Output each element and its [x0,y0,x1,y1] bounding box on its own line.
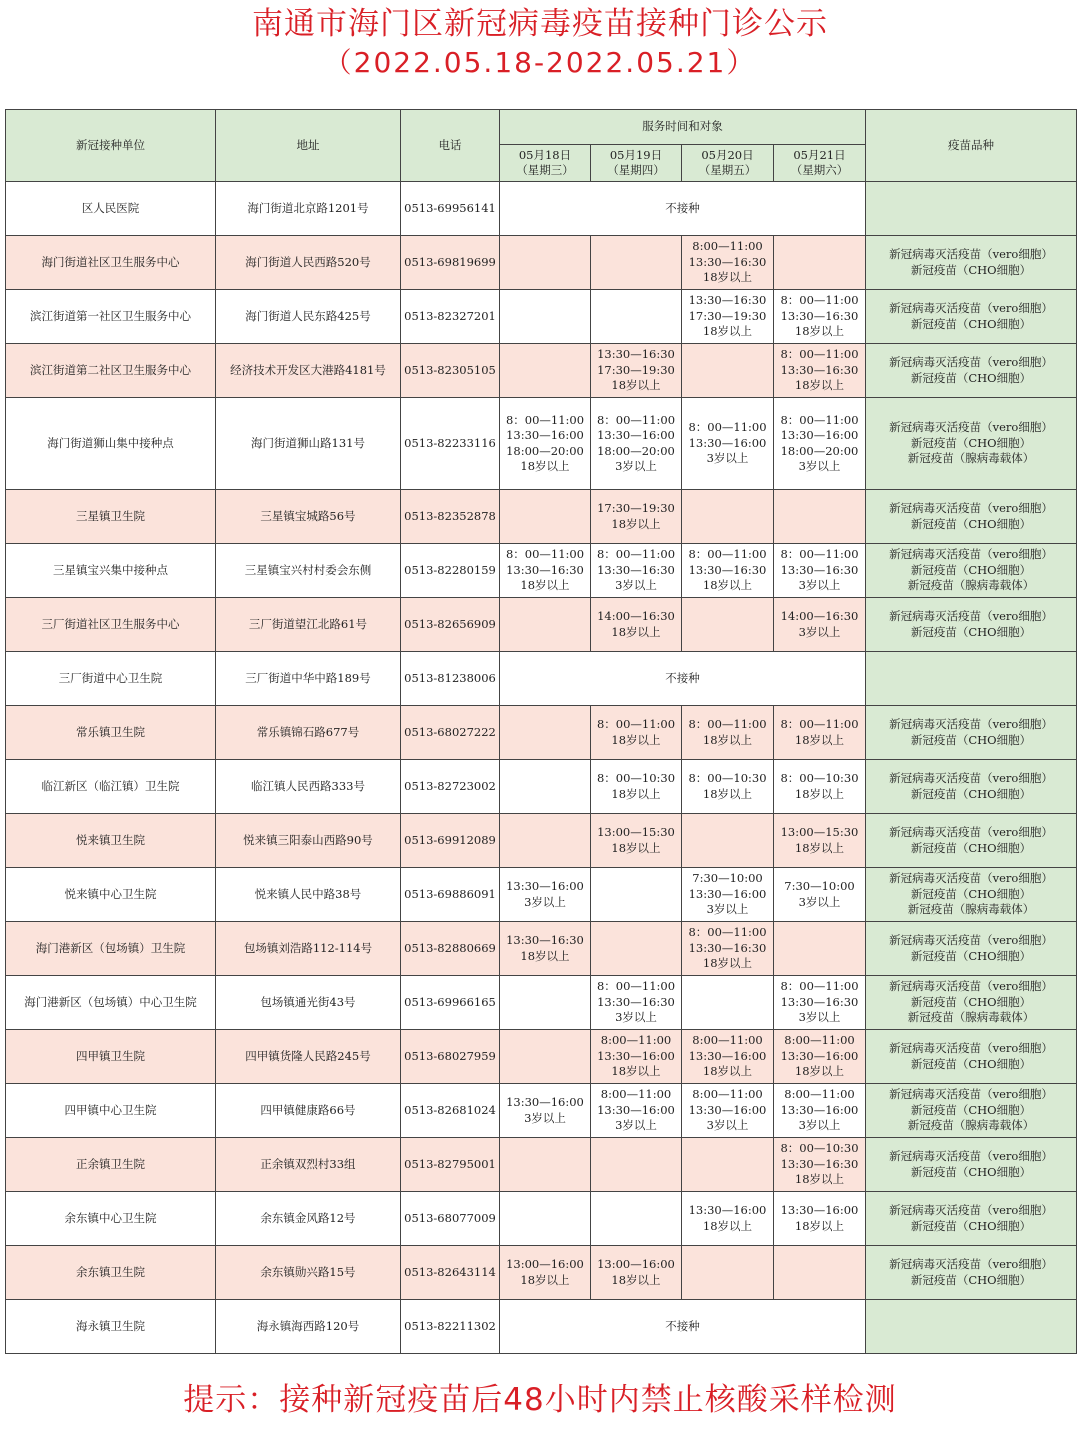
header-phone: 电话 [401,110,500,182]
no-vaccination-cell: 不接种 [500,182,866,236]
service-time-cell [500,1192,591,1246]
unit-name-cell: 海永镇卫生院 [6,1300,216,1354]
service-time-cell [774,922,866,976]
service-time-cell [774,490,866,544]
service-time-cell: 13:30—16:00 18岁以上 [774,1192,866,1246]
vaccine-type-cell [866,182,1077,236]
address-cell: 三星镇宝城路56号 [216,490,401,544]
phone-cell: 0513-82681024 [401,1084,500,1138]
unit-name-cell: 区人民医院 [6,182,216,236]
service-time-cell [682,344,774,398]
service-time-cell [500,236,591,290]
service-time-cell: 13:30—16:00 3岁以上 [500,868,591,922]
address-cell: 三厂街道望江北路61号 [216,598,401,652]
phone-cell: 0513-82327201 [401,290,500,344]
phone-cell: 0513-68077009 [401,1192,500,1246]
address-cell: 包场镇刘浩路112-114号 [216,922,401,976]
date-range: （2022.05.18-2022.05.21） [323,46,757,79]
unit-name-cell: 常乐镇卫生院 [6,706,216,760]
service-time-cell: 13:00—16:00 18岁以上 [500,1246,591,1300]
service-time-cell [591,922,682,976]
header-day-3: 05月20日 （星期五） [682,145,774,182]
table-row [6,706,1077,760]
vaccine-type-cell: 新冠病毒灭活疫苗（vero细胞） 新冠疫苗（CHO细胞） [866,290,1077,344]
address-cell: 临江镇人民西路333号 [216,760,401,814]
phone-cell: 0513-69912089 [401,814,500,868]
service-time-cell [682,598,774,652]
phone-cell: 0513-68027222 [401,706,500,760]
phone-cell: 0513-69819699 [401,236,500,290]
header-address: 地址 [216,110,401,182]
service-time-cell: 8:00—11:00 13:30—16:30 18岁以上 [682,236,774,290]
vaccine-type-cell: 新冠病毒灭活疫苗（vero细胞） 新冠疫苗（CHO细胞） [866,344,1077,398]
service-time-cell: 13:30—16:30 17:30—19:30 18岁以上 [682,290,774,344]
address-cell: 正余镇双烈村33组 [216,1138,401,1192]
vaccine-type-cell: 新冠病毒灭活疫苗（vero细胞） 新冠疫苗（CHO细胞） 新冠疫苗（腺病毒载体） [866,398,1077,490]
table-row [6,490,1077,544]
service-time-cell: 8:00—11:00 13:30—16:00 18岁以上 [774,1030,866,1084]
table-row [6,1246,1077,1300]
phone-cell: 0513-81238006 [401,652,500,706]
service-time-cell [682,814,774,868]
unit-name-cell: 三厂街道中心卫生院 [6,652,216,706]
service-time-cell: 8：00—11:00 13:30—16:30 3岁以上 [774,976,866,1030]
service-time-cell: 14:00—16:30 18岁以上 [591,598,682,652]
address-cell: 海门街道人民西路520号 [216,236,401,290]
table-row [6,1084,1077,1138]
vaccine-type-cell: 新冠病毒灭活疫苗（vero细胞） 新冠疫苗（CHO细胞） [866,236,1077,290]
table-row [6,1030,1077,1084]
address-cell: 悦来镇三阳泰山西路90号 [216,814,401,868]
service-time-cell: 13:30—16:30 18岁以上 [500,922,591,976]
service-time-cell: 8：00—10:30 13:30—16:30 18岁以上 [774,1138,866,1192]
header-unit: 新冠接种单位 [6,110,216,182]
address-cell: 经济技术开发区大港路4181号 [216,344,401,398]
table-row [6,398,1077,490]
unit-name-cell: 海门港新区（包场镇）中心卫生院 [6,976,216,1030]
vaccine-type-cell: 新冠病毒灭活疫苗（vero细胞） 新冠疫苗（CHO细胞） [866,922,1077,976]
vaccine-type-cell: 新冠病毒灭活疫苗（vero细胞） 新冠疫苗（CHO细胞） 新冠疫苗（腺病毒载体） [866,976,1077,1030]
service-time-cell: 13:00—15:30 18岁以上 [591,814,682,868]
unit-name-cell: 三星镇卫生院 [6,490,216,544]
phone-cell: 0513-82880669 [401,922,500,976]
unit-name-cell: 悦来镇卫生院 [6,814,216,868]
phone-cell: 0513-82795001 [401,1138,500,1192]
address-cell: 悦来镇人民中路38号 [216,868,401,922]
vaccine-type-cell: 新冠病毒灭活疫苗（vero细胞） 新冠疫苗（CHO细胞） [866,760,1077,814]
table-row [6,344,1077,398]
vaccine-type-cell: 新冠病毒灭活疫苗（vero细胞） 新冠疫苗（CHO细胞） [866,1138,1077,1192]
unit-name-cell: 海门街道狮山集中接种点 [6,398,216,490]
service-time-cell [500,1138,591,1192]
unit-name-cell: 海门街道社区卫生服务中心 [6,236,216,290]
phone-cell: 0513-82280159 [401,544,500,598]
phone-cell: 0513-82643114 [401,1246,500,1300]
table-row [6,814,1077,868]
table-row [6,182,1077,236]
phone-cell: 0513-82305105 [401,344,500,398]
unit-name-cell: 余东镇中心卫生院 [6,1192,216,1246]
phone-cell: 0513-68027959 [401,1030,500,1084]
header-service: 服务时间和对象 [500,110,866,145]
service-time-cell [500,344,591,398]
table-row [6,1192,1077,1246]
address-cell: 四甲镇健康路66号 [216,1084,401,1138]
vaccine-type-cell: 新冠病毒灭活疫苗（vero细胞） 新冠疫苗（CHO细胞） [866,706,1077,760]
service-time-cell [591,1192,682,1246]
phone-cell: 0513-82656909 [401,598,500,652]
service-time-cell: 8:00—11:00 13:30—16:00 3岁以上 [774,1084,866,1138]
service-time-cell: 8：00—11:00 13:30—16:30 3岁以上 [591,544,682,598]
header-day-4: 05月21日 （星期六） [774,145,866,182]
service-time-cell: 8:00—11:00 13:30—16:00 18岁以上 [682,1030,774,1084]
service-time-cell: 8:00—11:00 13:30—16:00 3岁以上 [591,1084,682,1138]
table-row [6,868,1077,922]
schedule-table [5,109,1077,1354]
unit-name-cell: 三厂街道社区卫生服务中心 [6,598,216,652]
phone-cell: 0513-69966165 [401,976,500,1030]
vaccine-type-cell: 新冠病毒灭活疫苗（vero细胞） 新冠疫苗（CHO细胞） 新冠疫苗（腺病毒载体） [866,1084,1077,1138]
service-time-cell: 8：00—11:00 13:30—16:00 18:00—20:00 18岁以上 [500,398,591,490]
service-time-cell: 17:30—19:30 18岁以上 [591,490,682,544]
service-time-cell: 13:00—15:30 18岁以上 [774,814,866,868]
vaccine-type-cell: 新冠病毒灭活疫苗（vero细胞） 新冠疫苗（CHO细胞） [866,814,1077,868]
service-time-cell [500,290,591,344]
service-time-cell [500,976,591,1030]
service-time-cell [682,1246,774,1300]
service-time-cell [774,236,866,290]
header-day-2: 05月19日 （星期四） [591,145,682,182]
phone-cell: 0513-82352878 [401,490,500,544]
service-time-cell: 8：00—11:00 18岁以上 [774,706,866,760]
table-row [6,1300,1077,1354]
vaccine-type-cell: 新冠病毒灭活疫苗（vero细胞） 新冠疫苗（CHO细胞） [866,1030,1077,1084]
unit-name-cell: 正余镇卫生院 [6,1138,216,1192]
service-time-cell: 8：00—11:00 13:30—16:00 3岁以上 [682,398,774,490]
service-time-cell [500,598,591,652]
service-time-cell [591,868,682,922]
vaccine-type-cell: 新冠病毒灭活疫苗（vero细胞） 新冠疫苗（CHO细胞） [866,490,1077,544]
service-time-cell: 8：00—11:00 18岁以上 [682,706,774,760]
service-time-cell [774,1246,866,1300]
address-cell: 海门街道狮山路131号 [216,398,401,490]
unit-name-cell: 海门港新区（包场镇）卫生院 [6,922,216,976]
service-time-cell [591,290,682,344]
phone-cell: 0513-82723002 [401,760,500,814]
service-time-cell: 7:30—10:00 3岁以上 [774,868,866,922]
service-time-cell: 13:30—16:00 3岁以上 [500,1084,591,1138]
service-time-cell: 13:30—16:30 17:30—19:30 18岁以上 [591,344,682,398]
service-time-cell: 8：00—11:00 18岁以上 [591,706,682,760]
address-cell: 海永镇海西路120号 [216,1300,401,1354]
service-time-cell [682,976,774,1030]
service-time-cell: 8：00—11:00 13:30—16:00 18:00—20:00 3岁以上 [774,398,866,490]
address-cell: 常乐镇锦石路677号 [216,706,401,760]
service-time-cell: 8：00—11:00 13:30—16:30 3岁以上 [774,544,866,598]
header-day-1: 05月18日 （星期三） [500,145,591,182]
phone-cell: 0513-69886091 [401,868,500,922]
table-row [6,922,1077,976]
phone-cell: 0513-69956141 [401,182,500,236]
vaccine-type-cell: 新冠病毒灭活疫苗（vero细胞） 新冠疫苗（CHO细胞） [866,598,1077,652]
address-cell: 海门街道人民东路425号 [216,290,401,344]
service-time-cell: 13:00—16:00 18岁以上 [591,1246,682,1300]
unit-name-cell: 四甲镇中心卫生院 [6,1084,216,1138]
unit-name-cell: 余东镇卫生院 [6,1246,216,1300]
service-time-cell: 8：00—10:30 18岁以上 [682,760,774,814]
unit-name-cell: 滨江街道第一社区卫生服务中心 [6,290,216,344]
address-cell: 三厂街道中华中路189号 [216,652,401,706]
table-row [6,1138,1077,1192]
service-time-cell: 8:00—11:00 13:30—16:00 3岁以上 [682,1084,774,1138]
unit-name-cell: 四甲镇卫生院 [6,1030,216,1084]
table-row [6,652,1077,706]
service-time-cell: 8：00—11:00 13:30—16:30 18岁以上 [682,922,774,976]
table-row [6,544,1077,598]
page-title: 南通市海门区新冠病毒疫苗接种门诊公示 [252,6,828,42]
service-time-cell: 14:00—16:30 3岁以上 [774,598,866,652]
header-vaccine: 疫苗品种 [866,110,1077,182]
service-time-cell: 8：00—11:00 13:30—16:30 18岁以上 [682,544,774,598]
service-time-cell [500,814,591,868]
vaccine-type-cell [866,652,1077,706]
vaccine-type-cell: 新冠病毒灭活疫苗（vero细胞） 新冠疫苗（CHO细胞） 新冠疫苗（腺病毒载体） [866,868,1077,922]
service-time-cell [591,1138,682,1192]
table-row [6,290,1077,344]
address-cell: 余东镇金风路12号 [216,1192,401,1246]
unit-name-cell: 三星镇宝兴集中接种点 [6,544,216,598]
service-time-cell: 8:00—11:00 13:30—16:00 18岁以上 [591,1030,682,1084]
footer-notice: 提示：接种新冠疫苗后48小时内禁止核酸采样检测 [183,1382,897,1418]
service-time-cell: 7:30—10:00 13:30—16:00 3岁以上 [682,868,774,922]
vaccine-type-cell [866,1300,1077,1354]
service-time-cell: 8：00—11:00 13:30—16:30 18岁以上 [500,544,591,598]
table-row [6,236,1077,290]
service-time-cell: 13:30—16:00 18岁以上 [682,1192,774,1246]
address-cell: 海门街道北京路1201号 [216,182,401,236]
unit-name-cell: 临江新区（临江镇）卫生院 [6,760,216,814]
service-time-cell: 8：00—11:00 13:30—16:00 18:00—20:00 3岁以上 [591,398,682,490]
service-time-cell: 8：00—10:30 18岁以上 [591,760,682,814]
no-vaccination-cell: 不接种 [500,1300,866,1354]
service-time-cell [500,1030,591,1084]
vaccine-type-cell: 新冠病毒灭活疫苗（vero细胞） 新冠疫苗（CHO细胞） 新冠疫苗（腺病毒载体） [866,544,1077,598]
service-time-cell: 8：00—11:00 13:30—16:30 3岁以上 [591,976,682,1030]
vaccine-type-cell: 新冠病毒灭活疫苗（vero细胞） 新冠疫苗（CHO细胞） [866,1192,1077,1246]
table-row [6,976,1077,1030]
unit-name-cell: 滨江街道第二社区卫生服务中心 [6,344,216,398]
table-row [6,760,1077,814]
service-time-cell [500,760,591,814]
phone-cell: 0513-82211302 [401,1300,500,1354]
service-time-cell [500,490,591,544]
vaccine-type-cell: 新冠病毒灭活疫苗（vero细胞） 新冠疫苗（CHO细胞） [866,1246,1077,1300]
service-time-cell: 8：00—11:00 13:30—16:30 18岁以上 [774,290,866,344]
service-time-cell [500,706,591,760]
no-vaccination-cell: 不接种 [500,652,866,706]
service-time-cell [591,236,682,290]
address-cell: 三星镇宝兴村村委会东侧 [216,544,401,598]
service-time-cell: 8：00—11:00 13:30—16:30 18岁以上 [774,344,866,398]
service-time-cell [682,1138,774,1192]
address-cell: 余东镇勋兴路15号 [216,1246,401,1300]
service-time-cell: 8：00—10:30 18岁以上 [774,760,866,814]
unit-name-cell: 悦来镇中心卫生院 [6,868,216,922]
table-row [6,598,1077,652]
address-cell: 四甲镇货隆人民路245号 [216,1030,401,1084]
phone-cell: 0513-82233116 [401,398,500,490]
address-cell: 包场镇通光街43号 [216,976,401,1030]
service-time-cell [682,490,774,544]
